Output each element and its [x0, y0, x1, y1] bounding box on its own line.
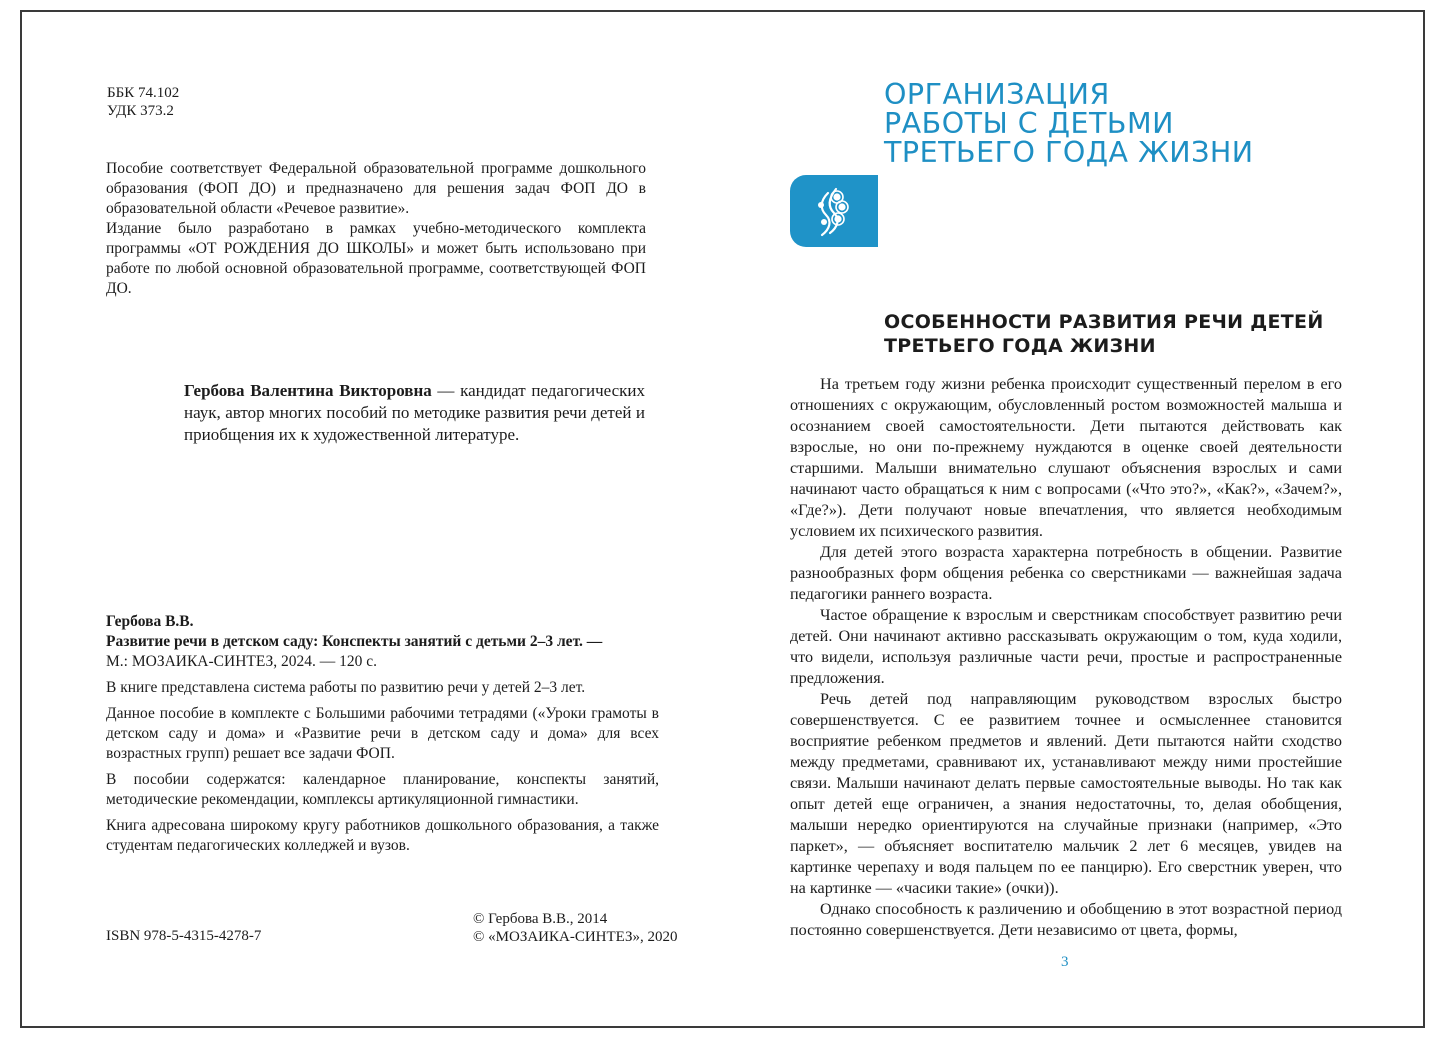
chapter-title-line: ОРГАНИЗАЦИЯ	[884, 78, 1110, 111]
biblio-paragraph: Книга адресована широкому кругу работников дошкольного образования, а также студентам педагогических колледжей и вузов.	[106, 817, 659, 854]
bibliographic-record	[106, 612, 659, 862]
copyright-notice	[473, 910, 678, 946]
body-paragraph: Частое обращение к взрослым и сверстникам способствует развитию речи детей. Они начинают активно рассказывать окружающим о том, куда ходили, что видели, используя различные части речи, простые и распространенные предложения.	[790, 606, 1342, 687]
author-bio-name: Гербова Валентина Викторовна	[184, 381, 432, 400]
section-title	[884, 310, 1324, 358]
copyright-line: © «МОЗАИКА-СИНТЕЗ», 2020	[473, 929, 678, 945]
biblio-paragraph: В книге представлена система работы по развитию речи у детей 2–3 лет.	[106, 679, 586, 696]
biblio-paragraph: Данное пособие в комплекте с Большими рабочими тетрадями («Уроки грамоты в детском саду и дома» и «Развитие речи в детском саду и дома» для всех возрастных групп) решает все задачи ФОП.	[106, 705, 659, 762]
bbk-code: ББК 74.102	[107, 85, 180, 101]
biblio-imprint: М.: МОЗАИКА-СИНТЕЗ, 2024. — 120 с.	[106, 653, 378, 670]
classification-codes	[107, 84, 179, 120]
body-text	[790, 374, 1342, 941]
chapter-tab	[790, 175, 878, 247]
chapter-title	[884, 80, 1254, 167]
biblio-author: Гербова В.В.	[106, 613, 194, 630]
annotation-block	[106, 159, 646, 299]
annotation-paragraph: Пособие соответствует Федеральной образовательной программе дошкольного образования (ФОП ДО) и предназначено для решения задач ФОП ДО в образовательной области «Речевое развитие».	[106, 160, 646, 217]
section-title-line: ОСОБЕННОСТИ РАЗВИТИЯ РЕЧИ ДЕТЕЙ	[884, 311, 1324, 333]
author-bio	[184, 380, 645, 446]
biblio-paragraph: В пособии содержатся: календарное планирование, конспекты занятий, методические рекомендации, комплексы артикуляционной гимнастики.	[106, 771, 659, 808]
isbn: ISBN 978-5-4315-4278-7	[106, 928, 262, 944]
udk-code: УДК 373.2	[107, 103, 174, 119]
body-paragraph: Для детей этого возраста характерна потребность в общении. Развитие разнообразных форм общения ребенка со сверстниками — важнейшая задача педагогики раннего возраста.	[790, 543, 1342, 603]
biblio-title: Развитие речи в детском саду: Конспекты занятий с детьми 2–3 лет. —	[106, 633, 603, 650]
body-paragraph: Однако способность к различению и обобщению в этот возрастной период постоянно совершенствуется. Дети независимо от цвета, формы,	[790, 900, 1342, 939]
section-title-line: ТРЕТЬЕГО ГОДА ЖИЗНИ	[884, 335, 1156, 357]
speech-development-icon	[790, 175, 878, 247]
chapter-title-line: ТРЕТЬЕГО ГОДА ЖИЗНИ	[884, 136, 1254, 169]
chapter-title-line: РАБОТЫ С ДЕТЬМИ	[884, 107, 1174, 140]
page-number: 3	[1061, 954, 1069, 970]
annotation-paragraph: Издание было разработано в рамках учебно-методического комплекта программы «ОТ РОЖДЕНИЯ ДО ШКОЛЫ» и может быть использовано при работе по любой основной образовательной программе, соответствующей ФОП ДО.	[106, 220, 646, 297]
author-bio-text: — кандидат педагогических наук, автор многих пособий по методике развития речи детей и приобщения их к художественной литературе.	[184, 381, 645, 444]
copyright-line: © Гербова В.В., 2014	[473, 911, 608, 927]
body-paragraph: Речь детей под направляющим руководством взрослых быстро совершенствуется. С ее развитием точнее и осмысленнее становится восприятие ребенком предметов и явлений. Дети пытаются найти сходство между предметами, сравнивают их, устанавливают между ними простейшие связи. Малыши начинают делать первые самостоятельные выводы. Но так как опыт детей еще ограничен, а знания недостаточны, то, делая обобщения, малыши нередко ориентируются на случайные признаки (например, «Это паркет», — объясняет воспитателю мальчик 2 лет 6 месяцев, увидев на картинке черепаху и водя пальцем по ее панцирю). Его сверстник уверен, что на картинке — «часики такие» (очки)).	[790, 690, 1342, 897]
body-paragraph: На третьем году жизни ребенка происходит существенный перелом в его отношениях с окружающим, обусловленный ростом возможностей малыша и осознанием своей самостоятельности. Дети пытаются действовать как взрослые, но они по-прежнему нуждаются в оценке своей деятельности старшими. Малыши внимательно слушают объяснения взрослых и сами начинают часто обращаться к ним с вопросами («Что это?», «Как?», «Зачем?», «Где?»). Дети получают новые впечатления, что является необходимым условием их психического развития.	[790, 375, 1342, 540]
